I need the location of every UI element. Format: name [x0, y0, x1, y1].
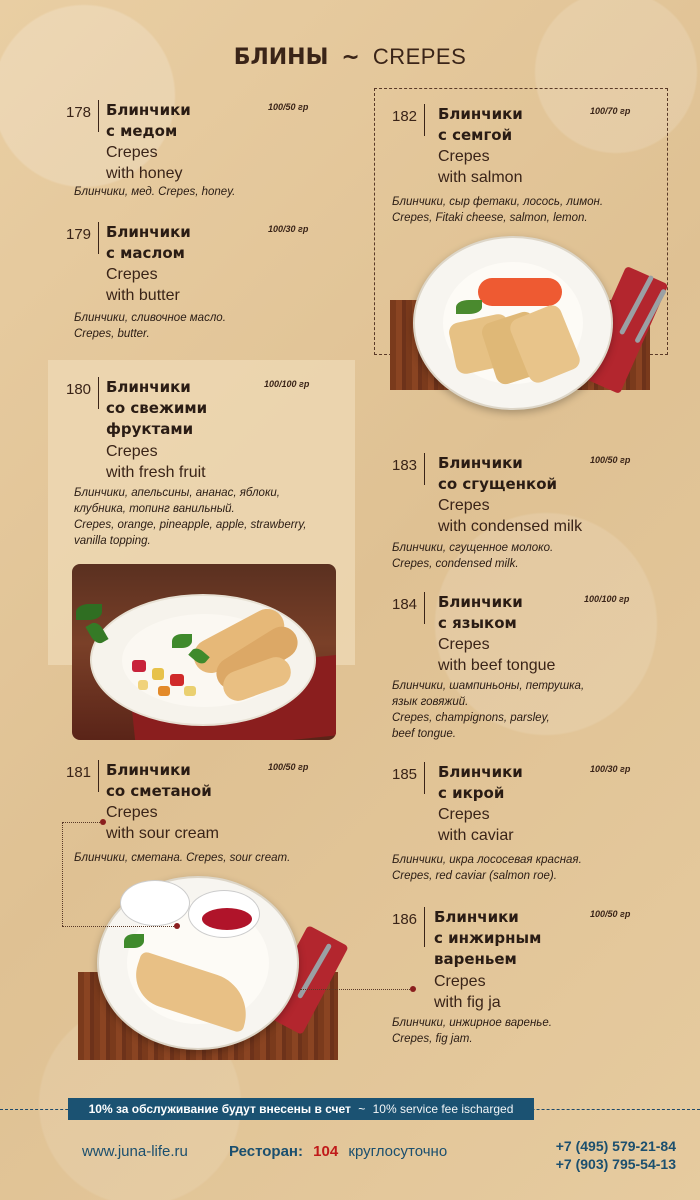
title-en: CREPES — [372, 44, 467, 69]
menu-item-181 — [66, 760, 356, 870]
item-description-line: Crepes, butter. — [74, 328, 150, 340]
item-description-line: beef tongue. — [392, 728, 456, 740]
menu-item-179 — [66, 222, 336, 344]
item-name-en-line: with caviar — [438, 827, 514, 844]
item-description — [392, 678, 662, 742]
item-description-line: Блинчики, сгущенное молоко. — [392, 542, 554, 554]
item-name-line: со сметаной — [106, 782, 212, 800]
menu-item-184 — [392, 592, 682, 746]
item-name-line: Блинчики — [438, 763, 523, 781]
item-name-en-line: Crepes — [438, 806, 490, 823]
item-number: 180 — [66, 381, 92, 398]
item-description-line: Блинчики, мед. Crepes, honey. — [74, 186, 236, 198]
item-name-en-line: Crepes — [438, 636, 490, 653]
item-description-line: Crepes, red caviar (salmon roe). — [392, 870, 557, 882]
item-name-line: Блинчики — [106, 761, 191, 779]
title-separator: ~ — [341, 45, 360, 70]
item-name-en — [438, 634, 668, 676]
mint-sprig — [76, 604, 102, 620]
restaurant-hours: круглосуточно — [348, 1143, 448, 1160]
service-fee-separator: ~ — [358, 1102, 366, 1116]
item-name-line: с маслом — [106, 244, 185, 262]
item-name-ru — [106, 222, 266, 264]
item-number: 184 — [392, 596, 418, 613]
item-name-ru — [106, 100, 266, 142]
item-description — [74, 850, 364, 866]
leader-dot — [100, 819, 106, 825]
menu-item-178 — [66, 100, 336, 210]
item-name-en-line: with beef tongue — [438, 657, 556, 674]
item-name-en-line: with fresh fruit — [106, 464, 206, 481]
item-weight: 100/50 гр — [268, 762, 309, 772]
divider — [98, 100, 99, 132]
item-name-ru — [434, 907, 594, 970]
item-number: 181 — [66, 764, 92, 781]
menu-item-182 — [392, 104, 662, 226]
item-name-en — [106, 142, 336, 184]
restaurant-info — [229, 1143, 447, 1160]
item-name-line: с языком — [438, 614, 517, 632]
item-description-line: Crepes, Fitaki cheese, salmon, lemon. — [392, 212, 588, 224]
divider — [424, 104, 425, 136]
item-name-en-line: Crepes — [106, 266, 158, 283]
orange-piece — [158, 686, 170, 696]
item-name-en-line: Crepes — [106, 144, 158, 161]
item-name-line: Блинчики — [438, 105, 523, 123]
leader-dot — [410, 986, 416, 992]
item-name-en — [106, 441, 336, 483]
item-number: 178 — [66, 104, 92, 121]
leader-line — [62, 822, 63, 926]
item-name-en-line: Crepes — [438, 148, 490, 165]
item-description — [74, 184, 344, 200]
item-name-line: Блинчики — [438, 593, 523, 611]
item-name-line: Блинчики — [106, 101, 191, 119]
menu-item-180 — [66, 377, 351, 557]
item-description — [392, 1015, 662, 1047]
item-description-line: Crepes, fig jam. — [392, 1033, 473, 1045]
item-weight: 100/30 гр — [590, 764, 631, 774]
salmon-slices — [478, 278, 562, 306]
item-name-line: с икрой — [438, 784, 505, 802]
item-description-line: клубника, топинг ванильный. — [74, 503, 235, 515]
item-description-line: Блинчики, икра лососевая красная. — [392, 854, 582, 866]
item-name-en — [438, 804, 668, 846]
item-name-en — [434, 971, 664, 1013]
item-description-line: Блинчики, сметана. Crepes, sour cream. — [74, 852, 291, 864]
item-description-line: Блинчики, апельсины, ананас, яблоки, — [74, 487, 280, 499]
item-description-line: Crepes, orange, pineapple, apple, strawberry, — [74, 519, 307, 531]
item-description-line: vanilla topping. — [74, 535, 151, 547]
leader-dot — [174, 923, 180, 929]
item-name-line: со сгущенкой — [438, 475, 558, 493]
apple-piece — [184, 686, 196, 696]
strawberry — [132, 660, 146, 672]
item-weight: 100/50 гр — [268, 102, 309, 112]
item-name-line: Блинчики — [438, 454, 523, 472]
item-name-line: Блинчики — [106, 223, 191, 241]
item-name-en-line: Crepes — [434, 973, 486, 990]
item-description-line: язык говяжий. — [392, 696, 469, 708]
menu-item-183 — [392, 453, 682, 575]
item-description — [392, 540, 662, 572]
item-number: 185 — [392, 766, 418, 783]
item-weight: 100/30 гр — [268, 224, 309, 234]
item-description — [74, 485, 354, 549]
divider — [98, 760, 99, 792]
item-name-en-line: with condensed milk — [438, 518, 583, 535]
divider — [424, 762, 425, 794]
item-name-en — [438, 146, 668, 188]
leader-line — [62, 926, 176, 927]
item-number: 183 — [392, 457, 418, 474]
strawberry — [170, 674, 184, 686]
item-name-line: с семгой — [438, 126, 513, 144]
item-name-en-line: with honey — [106, 165, 183, 182]
item-description-line: Блинчики, сливочное масло. — [74, 312, 226, 324]
divider — [424, 592, 425, 624]
phone-numbers — [556, 1137, 676, 1173]
pineapple-piece — [152, 668, 164, 680]
item-description — [392, 852, 662, 884]
service-fee-en: 10% service fee ischarged — [372, 1102, 514, 1116]
item-name-ru — [438, 762, 598, 804]
page-title — [0, 44, 700, 70]
divider — [424, 453, 425, 485]
item-name-en — [438, 495, 668, 537]
item-name-en-line: with butter — [106, 287, 180, 304]
item-description-line: Блинчики, инжирное варенье. — [392, 1017, 552, 1029]
item-name-en — [106, 802, 336, 844]
mint-leaf — [124, 934, 144, 948]
menu-item-185 — [392, 762, 682, 884]
divider — [424, 907, 425, 947]
item-weight: 100/100 гр — [584, 594, 630, 604]
item-name-en-line: with sour cream — [106, 825, 219, 842]
restaurant-label: Ресторан: — [229, 1143, 303, 1160]
item-name-ru — [438, 104, 598, 146]
item-name-line: с инжирным — [434, 929, 542, 947]
item-description-line: Crepes, champignons, parsley, — [392, 712, 550, 724]
item-weight: 100/70 гр — [590, 106, 631, 116]
item-number: 179 — [66, 226, 92, 243]
menu-item-186 — [392, 907, 682, 1051]
item-name-en — [106, 264, 336, 306]
item-name-line: с медом — [106, 122, 178, 140]
phone-number[interactable]: +7 (495) 579-21-84 — [555, 1138, 676, 1154]
item-description — [392, 194, 662, 226]
item-name-en-line: with salmon — [438, 169, 523, 186]
item-description — [74, 310, 344, 342]
item-name-en-line: Crepes — [106, 443, 158, 460]
phone-number[interactable]: +7 (903) 795-54-13 — [555, 1156, 676, 1172]
sour-cream-boat — [120, 880, 190, 926]
dill-sprig — [456, 300, 482, 314]
item-number: 182 — [392, 108, 418, 125]
item-weight: 100/50 гр — [590, 455, 631, 465]
item-name-ru — [106, 377, 266, 440]
apple-piece — [138, 680, 148, 690]
item-description-line: Crepes, condensed milk. — [392, 558, 519, 570]
item-name-en-line: Crepes — [438, 497, 490, 514]
restaurant-number: 104 — [313, 1143, 339, 1160]
item-weight: 100/100 гр — [264, 379, 310, 389]
leader-line — [300, 989, 412, 990]
title-ru: БЛИНЫ — [233, 45, 329, 70]
item-name-line: со свежими — [106, 399, 208, 417]
item-number: 186 — [392, 911, 418, 928]
item-name-ru — [438, 592, 598, 634]
berry-sauce — [202, 908, 252, 930]
mint-leaf — [172, 634, 192, 648]
item-name-line: вареньем — [434, 950, 517, 968]
item-name-en-line: with fig ja — [434, 994, 501, 1011]
item-weight: 100/50 гр — [590, 909, 631, 919]
item-description-line: Блинчики, шампиньоны, петрушка, — [392, 680, 585, 692]
item-name-en-line: Crepes — [106, 804, 158, 821]
item-name-ru — [106, 760, 266, 802]
item-name-line: Блинчики — [434, 908, 519, 926]
item-name-line: фруктами — [106, 420, 194, 438]
service-fee-banner — [68, 1098, 534, 1120]
leader-line — [62, 822, 102, 823]
divider — [98, 377, 99, 409]
item-description-line: Блинчики, сыр фетаки, лосось, лимон. — [392, 196, 604, 208]
service-fee-ru: 10% за обслуживание будут внесены в счет — [88, 1102, 351, 1116]
item-name-ru — [438, 453, 598, 495]
item-name-line: Блинчики — [106, 378, 191, 396]
website-link[interactable]: www.juna-life.ru — [82, 1143, 188, 1160]
fruit-crepes-photo — [72, 564, 336, 740]
divider — [98, 222, 99, 254]
